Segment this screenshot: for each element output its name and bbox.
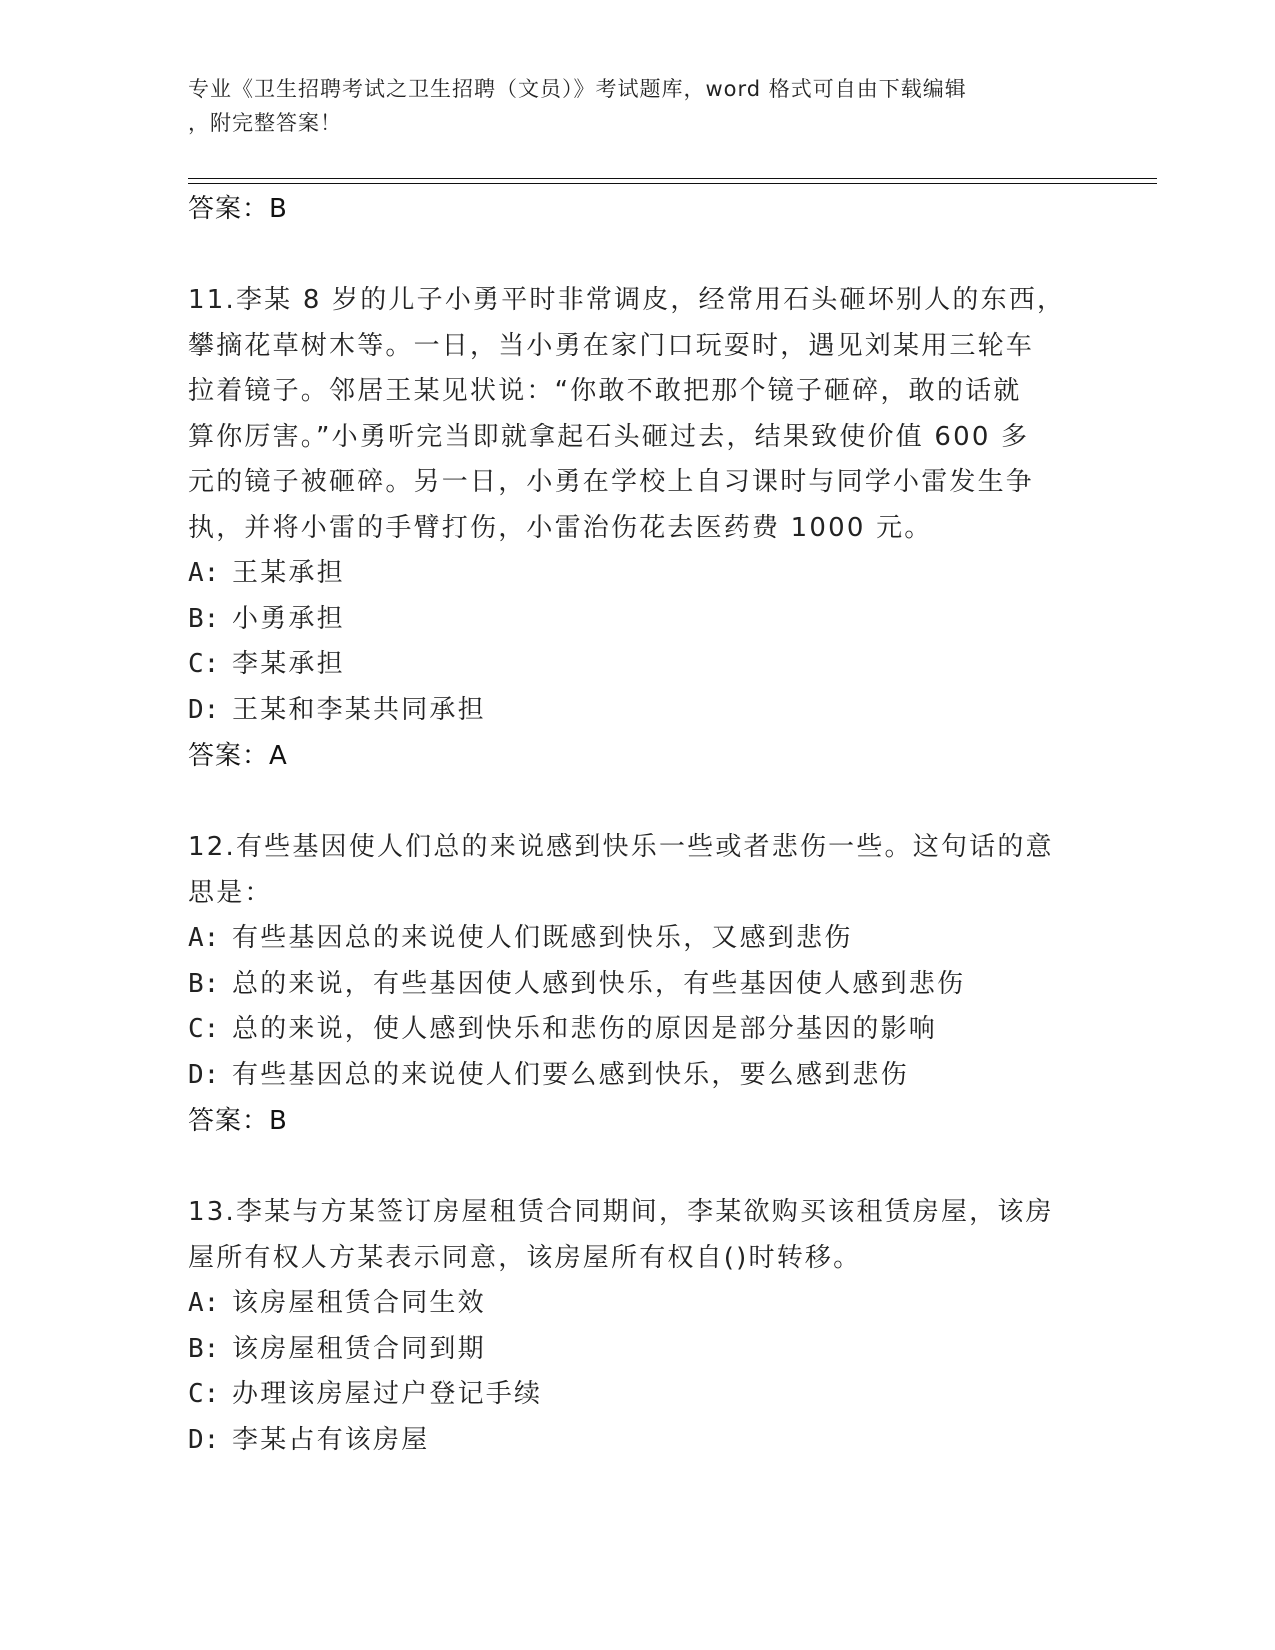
- option-c: [188, 642, 1088, 688]
- question-text-line: 拉着镜子。邻居王某见状说：“你敢不敢把那个镜子砸碎，敢的话就: [188, 376, 1022, 406]
- option-d: [188, 1053, 1088, 1099]
- question-text-line: 元的镜子被砸碎。另一日，小勇在学校上自习课时与同学小雷发生争: [188, 467, 1035, 497]
- option-text: 总的来说，使人感到快乐和悲伤的原因是部分基因的影响: [232, 1014, 938, 1044]
- question-13: [188, 1190, 1088, 1463]
- option-d: [188, 1418, 1088, 1464]
- option-letter: C:: [188, 649, 220, 679]
- question-text-line: 13.李某与方某签订房屋租赁合同期间，李某欲购买该租赁房屋，该房: [188, 1197, 1054, 1227]
- option-letter: B:: [188, 1333, 220, 1364]
- option-text: 李某承担: [232, 649, 345, 679]
- answer-line: 答案：B: [188, 1106, 288, 1136]
- question-text-line: 执，并将小雷的手臂打伤，小雷治伤花去医药费 1000 元。: [188, 512, 933, 543]
- option-d: [188, 688, 1088, 734]
- option-a: [188, 1281, 1088, 1327]
- option-b: [188, 1327, 1088, 1373]
- option-text: 王某承担: [232, 558, 345, 588]
- option-text: 该房屋租赁合同生效: [232, 1288, 486, 1318]
- option-letter: A:: [188, 558, 220, 588]
- option-text: 办理该房屋过户登记手续: [232, 1379, 543, 1409]
- option-c: [188, 1372, 1088, 1418]
- question-text-line: 思是：: [188, 877, 273, 908]
- question-text-line: 11.李某 8 岁的儿子小勇平时非常调皮，经常用石头砸坏别人的东西，: [188, 285, 1066, 315]
- option-text: 王某和李某共同承担: [232, 694, 486, 725]
- option-letter: A:: [188, 1288, 220, 1318]
- option-letter: D:: [188, 1059, 220, 1090]
- option-text: 李某占有该房屋: [232, 1424, 430, 1455]
- option-text: 该房屋租赁合同到期: [232, 1333, 486, 1364]
- header-line-2: ，附完整答案！: [188, 111, 342, 135]
- header-divider-bottom: [188, 183, 1157, 184]
- option-text: 总的来说，有些基因使人感到快乐，有些基因使人感到悲伤: [232, 968, 966, 999]
- question-text-line: 12.有些基因使人们总的来说感到快乐一些或者悲伤一些。这句话的意: [188, 832, 1054, 862]
- option-b: [188, 597, 1088, 643]
- option-letter: D:: [188, 694, 220, 725]
- option-c: [188, 1007, 1088, 1053]
- option-letter: A:: [188, 923, 220, 953]
- option-text: 有些基因总的来说使人们既感到快乐，又感到悲伤: [232, 923, 853, 953]
- question-text-line: 算你厉害。”小勇听完当即就拿起石头砸过去，结果致使价值 600 多: [188, 421, 1030, 452]
- question-list: [188, 186, 1088, 1463]
- option-letter: B:: [188, 603, 220, 634]
- page-header: [188, 72, 1088, 140]
- option-text: 小勇承担: [232, 603, 345, 634]
- answer-line: 答案：A: [188, 741, 288, 771]
- option-a: [188, 551, 1088, 597]
- option-letter: D:: [188, 1424, 220, 1455]
- option-letter: C:: [188, 1379, 220, 1409]
- question-12: [188, 825, 1088, 1144]
- option-text: 有些基因总的来说使人们要么感到快乐，要么感到悲伤: [232, 1059, 909, 1090]
- option-a: [188, 916, 1088, 962]
- option-b: [188, 962, 1088, 1008]
- header-line-1: 专业《卫生招聘考试之卫生招聘（文员）》考试题库，word 格式可自由下载编辑: [188, 77, 967, 101]
- option-letter: C:: [188, 1014, 220, 1044]
- question-text-line: 攀摘花草树木等。一日，当小勇在家门口玩耍时，遇见刘某用三轮车: [188, 330, 1035, 361]
- header-divider-top: [188, 178, 1157, 179]
- option-letter: B:: [188, 968, 220, 999]
- previous-answer: 答案：B: [188, 194, 288, 224]
- question-text-line: 屋所有权人方某表示同意，该房屋所有权自()时转移。: [188, 1242, 862, 1273]
- question-11: [188, 278, 1088, 779]
